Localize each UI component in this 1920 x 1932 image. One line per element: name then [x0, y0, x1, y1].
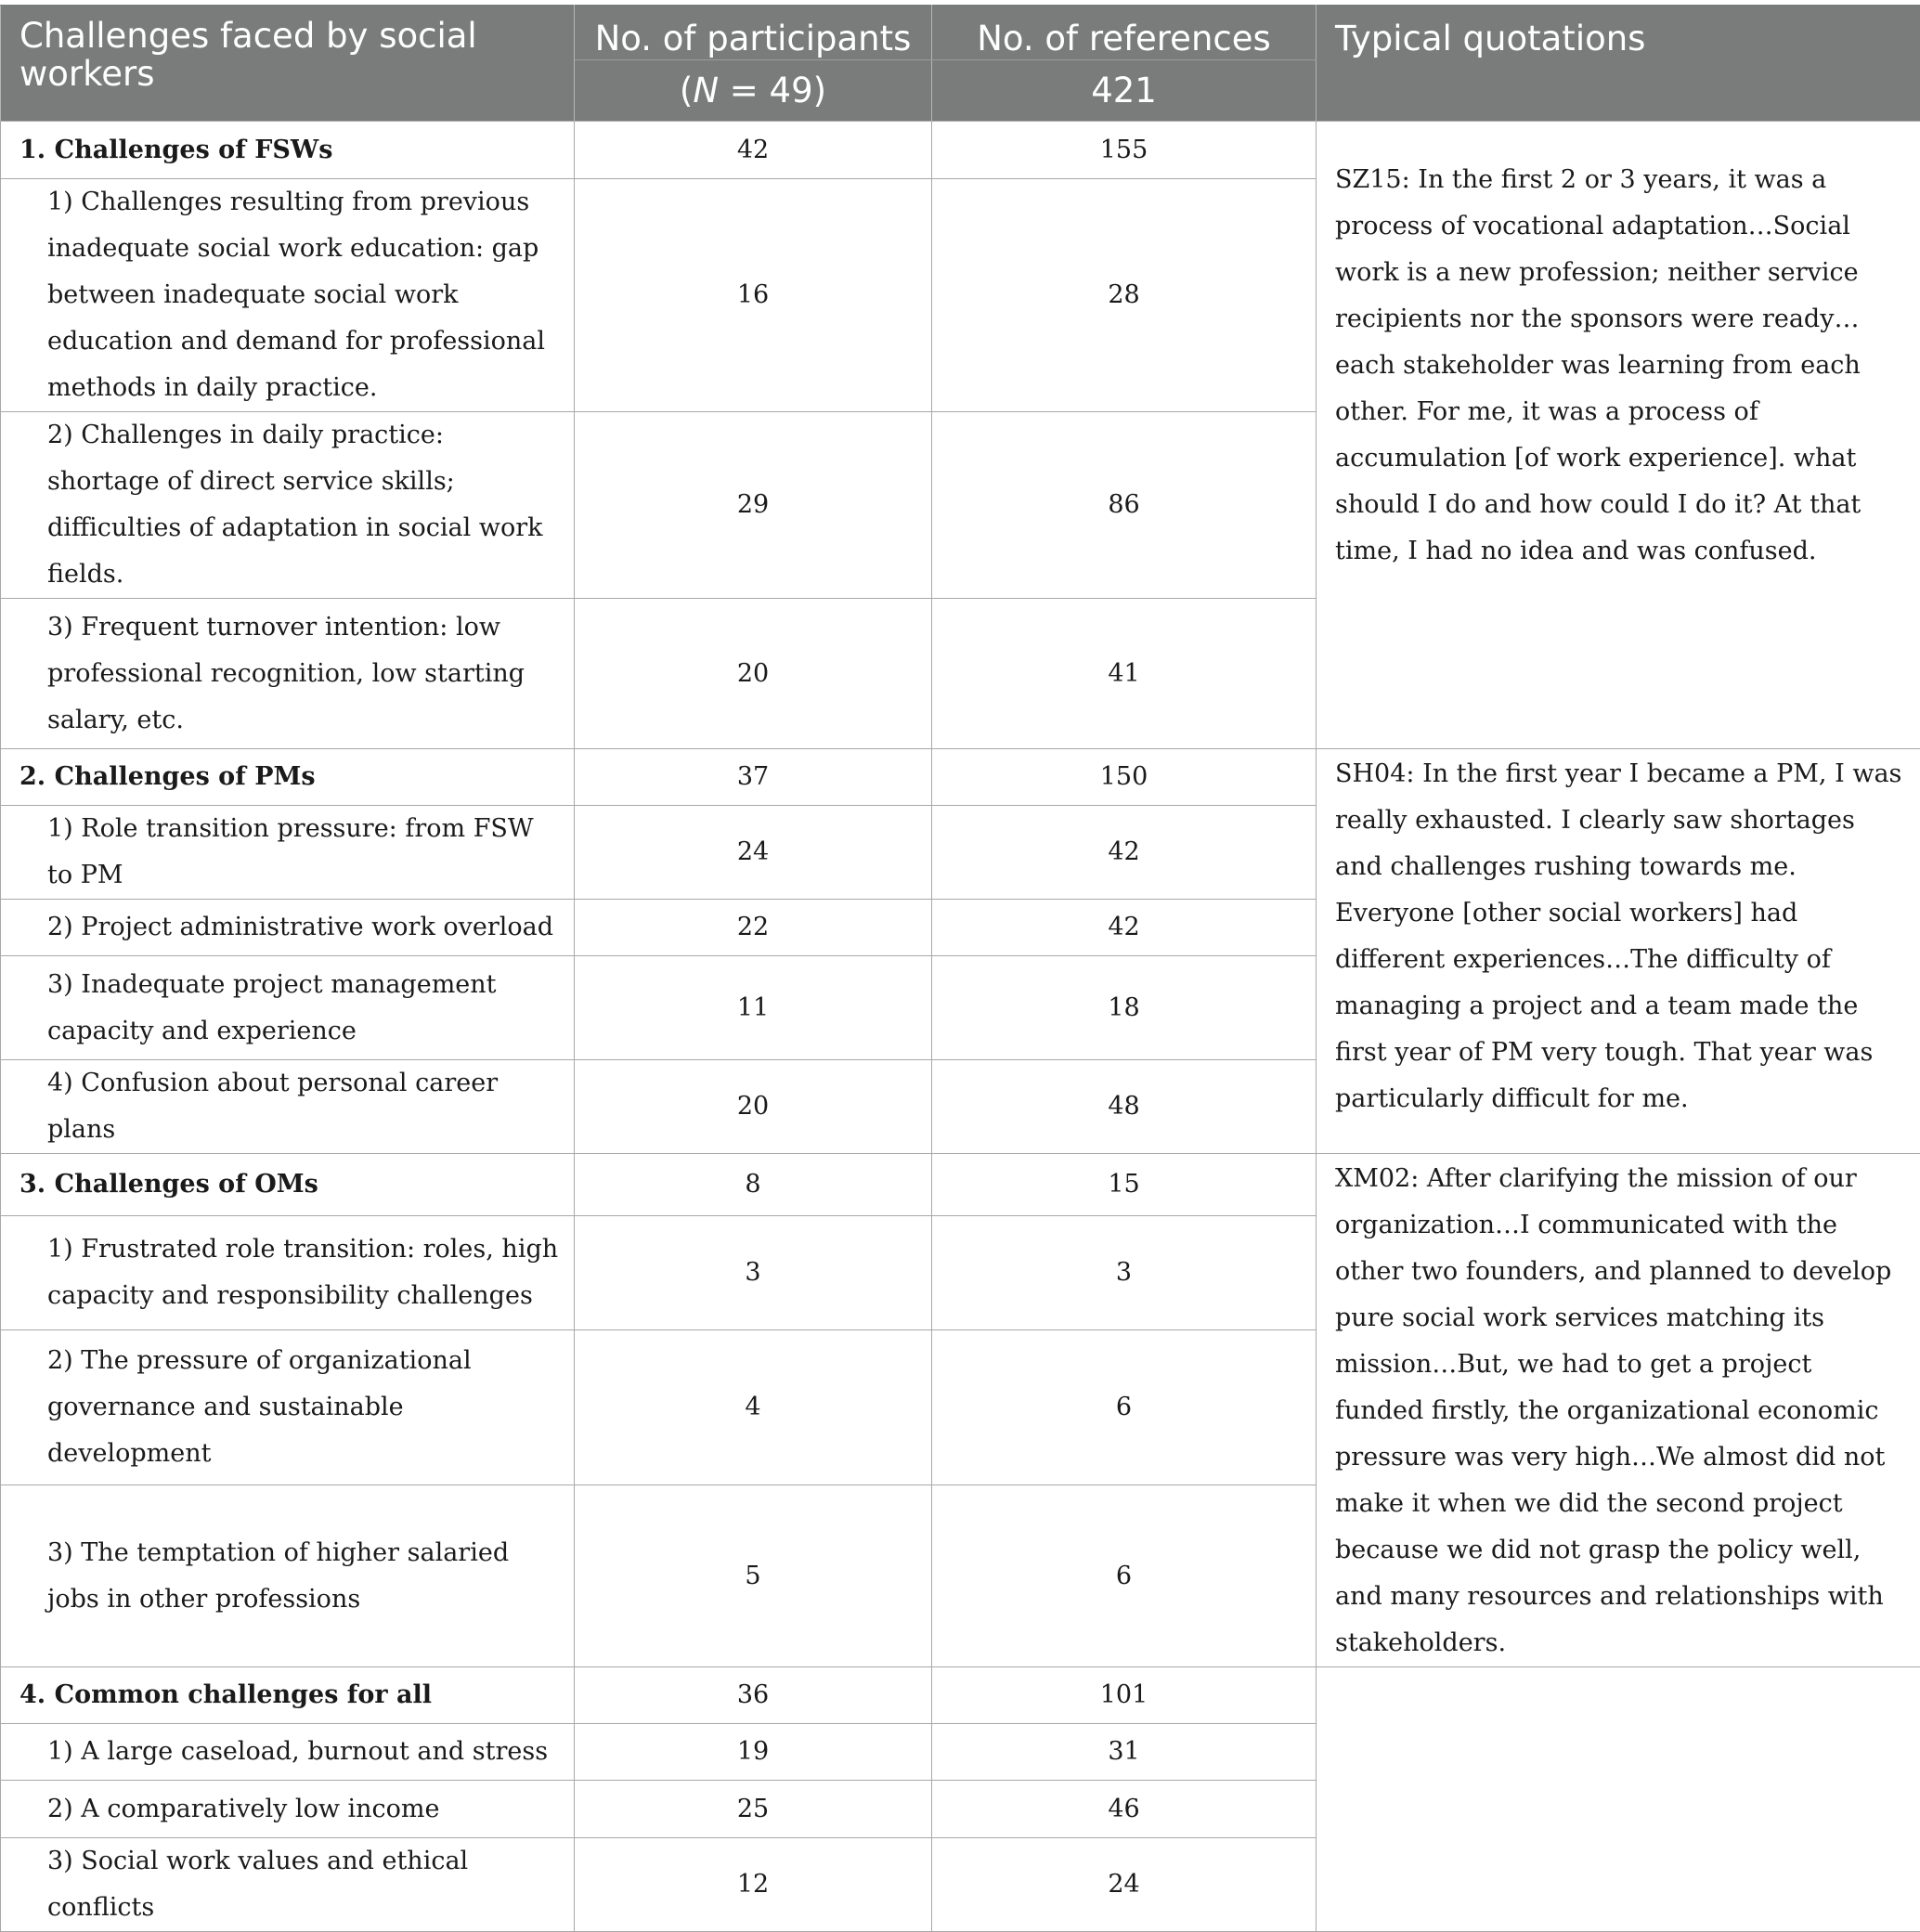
- references-cell: 150: [932, 749, 1317, 806]
- header-challenges: Challenges faced by social workers: [1, 6, 575, 122]
- item-label: 1) Challenges resulting from previous inadequate social work education: gap between inadequate social work education and demand for professional methods in daily practice.: [1, 179, 575, 412]
- item-label: 2) The pressure of organizational governance and sustainable development: [1, 1330, 575, 1485]
- references-cell: 28: [932, 179, 1317, 412]
- participants-cell: 36: [575, 1667, 932, 1724]
- participants-cell: 22: [575, 900, 932, 956]
- item-label: 3) Social work values and ethical conflicts: [1, 1838, 575, 1932]
- header-participants-n: (N = 49): [575, 60, 932, 122]
- participants-cell: 19: [575, 1724, 932, 1781]
- quote-cell: XM02: After clarifying the mission of our organization…I communicated with the other two founders, and planned to develop pure social work services matching its mission…But, we had to get a project funded firstly, the organizational economic pressure was very high…We almost did not make it when we did the second project because we did not grasp the policy well, and many resources and relationships with stakeholders.: [1317, 1154, 1920, 1667]
- references-cell: 3: [932, 1216, 1317, 1330]
- group-row: [1, 1667, 1920, 1724]
- item-label: 3) Inadequate project management capacity and experience: [1, 956, 575, 1060]
- header-participants: No. of participants: [575, 6, 932, 60]
- participants-cell: 11: [575, 956, 932, 1060]
- references-cell: 46: [932, 1781, 1317, 1838]
- references-cell: 31: [932, 1724, 1317, 1781]
- header-row: [1, 6, 1920, 60]
- participants-cell: 4: [575, 1330, 932, 1485]
- item-label: 2) Project administrative work overload: [1, 900, 575, 956]
- group-row: [1, 122, 1920, 179]
- item-label: 1) Role transition pressure: from FSW to PM: [1, 806, 575, 900]
- item-label: 1) A large caseload, burnout and stress: [1, 1724, 575, 1781]
- references-cell: 24: [932, 1838, 1317, 1932]
- references-cell: 42: [932, 806, 1317, 900]
- participants-cell: 25: [575, 1781, 932, 1838]
- participants-cell: 37: [575, 749, 932, 806]
- item-label: 1) Frustrated role transition: roles, high capacity and responsibility challenges: [1, 1216, 575, 1330]
- quote-cell: SH04: In the first year I became a PM, I was really exhausted. I clearly saw shortages and challenges rushing towards me. Everyone [other social workers] had different experiences…The difficulty of managing a project and a team made the first year of PM very tough. That year was particularly difficult for me.: [1317, 749, 1920, 1154]
- group-row: [1, 749, 1920, 806]
- quote-cell: [1317, 1667, 1920, 1932]
- group-row: [1, 1154, 1920, 1216]
- references-cell: 15: [932, 1154, 1317, 1216]
- participants-cell: 29: [575, 412, 932, 599]
- participants-cell: 3: [575, 1216, 932, 1330]
- participants-cell: 5: [575, 1485, 932, 1667]
- item-label: 2) Challenges in daily practice: shortage of direct service skills; difficulties of adaptation in social work fields.: [1, 412, 575, 599]
- item-label: 3) The temptation of higher salaried jobs in other professions: [1, 1485, 575, 1667]
- header-references: No. of references: [932, 6, 1317, 60]
- participants-cell: 16: [575, 179, 932, 412]
- header-references-total: 421: [932, 60, 1317, 122]
- participants-cell: 12: [575, 1838, 932, 1932]
- references-cell: 48: [932, 1060, 1317, 1154]
- references-cell: 101: [932, 1667, 1317, 1724]
- group-title: 2. Challenges of PMs: [1, 749, 575, 806]
- references-cell: 42: [932, 900, 1317, 956]
- item-label: 2) A comparatively low income: [1, 1781, 575, 1838]
- references-cell: 18: [932, 956, 1317, 1060]
- quote-cell: SZ15: In the first 2 or 3 years, it was a process of vocational adaptation…Social work is a new profession; neither service recipients nor the sponsors were ready…each stakeholder was learning from each other. For me, it was a process of accumulation [of work experience]. what should I do and how could I do it? At that time, I had no idea and was confused.: [1317, 122, 1920, 749]
- references-cell: 86: [932, 412, 1317, 599]
- header-quotations: Typical quotations: [1317, 6, 1920, 122]
- participants-cell: 8: [575, 1154, 932, 1216]
- group-title: 1. Challenges of FSWs: [1, 122, 575, 179]
- participants-cell: 24: [575, 806, 932, 900]
- references-cell: 41: [932, 599, 1317, 749]
- references-cell: 155: [932, 122, 1317, 179]
- item-label: 4) Confusion about personal career plans: [1, 1060, 575, 1154]
- participants-cell: 20: [575, 599, 932, 749]
- group-title: 4. Common challenges for all: [1, 1667, 575, 1724]
- participants-cell: 42: [575, 122, 932, 179]
- item-label: 3) Frequent turnover intention: low professional recognition, low starting salary, etc.: [1, 599, 575, 749]
- references-cell: 6: [932, 1485, 1317, 1667]
- participants-cell: 20: [575, 1060, 932, 1154]
- challenges-table: [0, 5, 1920, 1932]
- group-title: 3. Challenges of OMs: [1, 1154, 575, 1216]
- references-cell: 6: [932, 1330, 1317, 1485]
